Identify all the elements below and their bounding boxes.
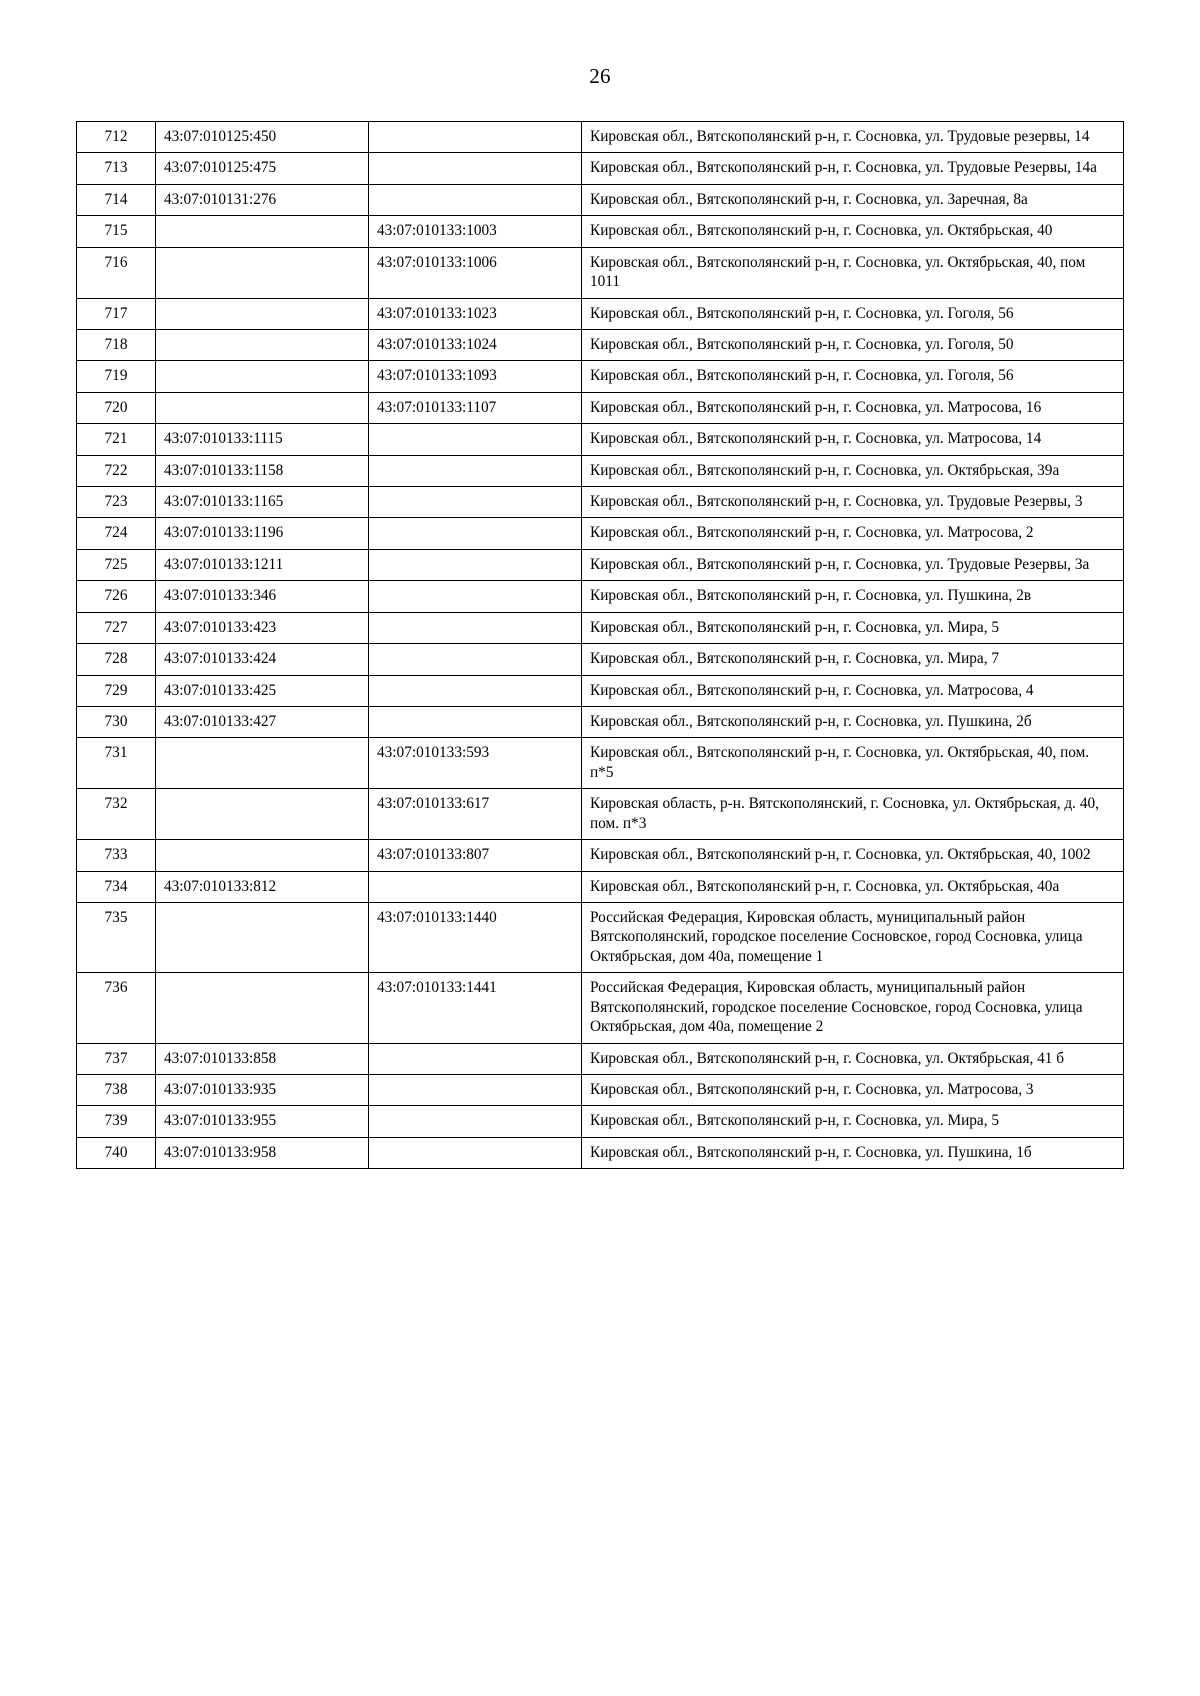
row-number-cell: 718 bbox=[77, 329, 156, 360]
cadastral-number-primary-cell: 43:07:010133:955 bbox=[156, 1106, 369, 1137]
table-row bbox=[77, 122, 1124, 153]
address-text: Кировская обл., Вятскополянский р-н, г. Сосновка, ул. Октябрьская, 39а bbox=[590, 461, 1060, 479]
address-text: Кировская обл., Вятскополянский р-н, г. Сосновка, ул. Матросова, 3 bbox=[590, 1080, 1034, 1098]
row-number-cell: 737 bbox=[77, 1043, 156, 1074]
address-text: Российская Федерация, Кировская область, муниципальный район Вятскополянский, городское поселение Сосновское, город Сосновка, улица Октябрьская, дом 40а, помещение 2 bbox=[590, 979, 1083, 1036]
address-cell bbox=[582, 738, 1124, 789]
row-number-cell: 719 bbox=[77, 361, 156, 392]
row-number-cell: 724 bbox=[77, 518, 156, 549]
row-number-cell: 740 bbox=[77, 1137, 156, 1168]
address-cell bbox=[582, 424, 1124, 455]
cadastral-number-secondary-cell: 43:07:010133:1107 bbox=[369, 392, 582, 423]
cadastral-number-primary-cell: 43:07:010131:276 bbox=[156, 184, 369, 215]
row-number-cell: 715 bbox=[77, 216, 156, 247]
cadastral-number-secondary-cell bbox=[369, 1043, 582, 1074]
cadastral-number-primary-cell bbox=[156, 298, 369, 329]
cadastral-number-secondary-cell bbox=[369, 644, 582, 675]
cadastral-number-primary-cell: 43:07:010133:1196 bbox=[156, 518, 369, 549]
cadastral-number-secondary-cell bbox=[369, 487, 582, 518]
cadastral-number-secondary-cell: 43:07:010133:1441 bbox=[369, 973, 582, 1043]
address-text: Кировская обл., Вятскополянский р-н, г. Сосновка, ул. Гоголя, 50 bbox=[590, 335, 1014, 353]
address-cell bbox=[582, 675, 1124, 706]
row-number-cell: 721 bbox=[77, 424, 156, 455]
cadastral-number-secondary-cell bbox=[369, 549, 582, 580]
address-cell bbox=[582, 973, 1124, 1043]
address-cell bbox=[582, 487, 1124, 518]
row-number-cell: 736 bbox=[77, 973, 156, 1043]
address-cell bbox=[582, 361, 1124, 392]
address-text: Российская Федерация, Кировская область, муниципальный район Вятскополянский, городское поселение Сосновское, город Сосновка, улица Октябрьская, дом 40а, помещение 1 bbox=[590, 908, 1083, 965]
cadastral-number-primary-cell: 43:07:010133:935 bbox=[156, 1074, 369, 1105]
cadastral-number-primary-cell: 43:07:010133:346 bbox=[156, 581, 369, 612]
row-number-cell: 725 bbox=[77, 549, 156, 580]
table-row bbox=[77, 789, 1124, 840]
cadastral-number-primary-cell: 43:07:010133:423 bbox=[156, 612, 369, 643]
row-number-cell: 728 bbox=[77, 644, 156, 675]
table-row bbox=[77, 840, 1124, 871]
cadastral-number-primary-cell bbox=[156, 902, 369, 972]
address-text: Кировская обл., Вятскополянский р-н, г. Сосновка, ул. Матросова, 16 bbox=[590, 398, 1042, 416]
cadastral-number-primary-cell bbox=[156, 973, 369, 1043]
cadastral-number-secondary-cell bbox=[369, 184, 582, 215]
table-row bbox=[77, 871, 1124, 902]
row-number-cell: 723 bbox=[77, 487, 156, 518]
cadastral-number-secondary-cell bbox=[369, 1137, 582, 1168]
cadastral-number-primary-cell bbox=[156, 738, 369, 789]
address-text: Кировская обл., Вятскополянский р-н, г. Сосновка, ул. Пушкина, 1б bbox=[590, 1143, 1032, 1161]
cadastral-number-primary-cell bbox=[156, 216, 369, 247]
address-text: Кировская обл., Вятскополянский р-н, г. Сосновка, ул. Матросова, 2 bbox=[590, 524, 1034, 542]
address-text: Кировская обл., Вятскополянский р-н, г. Сосновка, ул. Октябрьская, 40, 1002 bbox=[590, 846, 1091, 864]
table-row bbox=[77, 298, 1124, 329]
cadastral-number-primary-cell: 43:07:010133:427 bbox=[156, 707, 369, 738]
table-row bbox=[77, 518, 1124, 549]
address-cell bbox=[582, 153, 1124, 184]
address-cell bbox=[582, 840, 1124, 871]
table-body bbox=[77, 122, 1124, 1169]
table-row bbox=[77, 392, 1124, 423]
cadastral-number-secondary-cell: 43:07:010133:617 bbox=[369, 789, 582, 840]
address-text: Кировская обл., Вятскополянский р-н, г. Сосновка, ул. Трудовые Резервы, 14а bbox=[590, 159, 1097, 177]
cadastral-number-primary-cell: 43:07:010125:475 bbox=[156, 153, 369, 184]
cadastral-number-primary-cell bbox=[156, 361, 369, 392]
table-row bbox=[77, 361, 1124, 392]
address-text: Кировская обл., Вятскополянский р-н, г. Сосновка, ул. Октябрьская, 40 bbox=[590, 222, 1053, 240]
table-row bbox=[77, 549, 1124, 580]
row-number-cell: 739 bbox=[77, 1106, 156, 1137]
address-cell bbox=[582, 581, 1124, 612]
address-text: Кировская обл., Вятскополянский р-н, г. Сосновка, ул. Матросова, 14 bbox=[590, 430, 1042, 448]
address-cell bbox=[582, 549, 1124, 580]
page-number: 26 bbox=[589, 64, 611, 88]
table-row bbox=[77, 973, 1124, 1043]
cadastral-number-primary-cell bbox=[156, 329, 369, 360]
row-number-cell: 720 bbox=[77, 392, 156, 423]
cadastral-number-primary-cell: 43:07:010133:1158 bbox=[156, 455, 369, 486]
cadastral-number-primary-cell bbox=[156, 247, 369, 298]
address-text: Кировская обл., Вятскополянский р-н, г. Сосновка, ул. Октябрьская, 41 б bbox=[590, 1049, 1065, 1067]
address-cell bbox=[582, 789, 1124, 840]
table-row bbox=[77, 329, 1124, 360]
row-number-cell: 722 bbox=[77, 455, 156, 486]
address-text: Кировская обл., Вятскополянский р-н, г. Сосновка, ул. Гоголя, 56 bbox=[590, 304, 1014, 322]
row-number-cell: 717 bbox=[77, 298, 156, 329]
address-text: Кировская обл., Вятскополянский р-н, г. Сосновка, ул. Гоголя, 56 bbox=[590, 367, 1014, 385]
address-cell bbox=[582, 1074, 1124, 1105]
cadastral-number-primary-cell: 43:07:010133:1211 bbox=[156, 549, 369, 580]
address-text: Кировская обл., Вятскополянский р-н, г. Сосновка, ул. Матросова, 4 bbox=[590, 681, 1034, 699]
cadastral-number-secondary-cell bbox=[369, 153, 582, 184]
table-row bbox=[77, 644, 1124, 675]
address-text: Кировская обл., Вятскополянский р-н, г. Сосновка, ул. Трудовые резервы, 14 bbox=[590, 128, 1090, 145]
address-text: Кировская область, р-н. Вятскополянский, г. Сосновка, ул. Октябрьская, д. 40, пом. п*3 bbox=[590, 795, 1099, 832]
row-number-cell: 734 bbox=[77, 871, 156, 902]
row-number-cell: 716 bbox=[77, 247, 156, 298]
cadastral-number-secondary-cell bbox=[369, 455, 582, 486]
row-number-cell: 730 bbox=[77, 707, 156, 738]
row-number-cell: 729 bbox=[77, 675, 156, 706]
cadastral-number-secondary-cell bbox=[369, 612, 582, 643]
address-cell bbox=[582, 644, 1124, 675]
table-row bbox=[77, 184, 1124, 215]
cadastral-number-secondary-cell bbox=[369, 122, 582, 153]
row-number-cell: 733 bbox=[77, 840, 156, 871]
row-number-cell: 732 bbox=[77, 789, 156, 840]
cadastral-number-primary-cell: 43:07:010133:858 bbox=[156, 1043, 369, 1074]
address-text: Кировская обл., Вятскополянский р-н, г. Сосновка, ул. Мира, 5 bbox=[590, 618, 999, 636]
cadastral-number-secondary-cell bbox=[369, 518, 582, 549]
address-cell bbox=[582, 1137, 1124, 1168]
row-number-cell: 713 bbox=[77, 153, 156, 184]
cadastral-number-secondary-cell: 43:07:010133:1024 bbox=[369, 329, 582, 360]
cadastral-objects-table bbox=[76, 121, 1124, 1169]
cadastral-number-primary-cell: 43:07:010133:424 bbox=[156, 644, 369, 675]
cadastral-number-secondary-cell: 43:07:010133:807 bbox=[369, 840, 582, 871]
address-cell bbox=[582, 329, 1124, 360]
cadastral-number-primary-cell: 43:07:010133:1115 bbox=[156, 424, 369, 455]
cadastral-number-primary-cell bbox=[156, 840, 369, 871]
address-cell bbox=[582, 216, 1124, 247]
address-cell bbox=[582, 707, 1124, 738]
address-cell bbox=[582, 392, 1124, 423]
cadastral-number-primary-cell bbox=[156, 392, 369, 423]
cadastral-number-secondary-cell: 43:07:010133:1440 bbox=[369, 902, 582, 972]
cadastral-number-secondary-cell bbox=[369, 424, 582, 455]
row-number-cell: 738 bbox=[77, 1074, 156, 1105]
address-cell bbox=[582, 184, 1124, 215]
address-cell bbox=[582, 612, 1124, 643]
table-row bbox=[77, 902, 1124, 972]
cadastral-number-secondary-cell: 43:07:010133:593 bbox=[369, 738, 582, 789]
cadastral-number-secondary-cell bbox=[369, 675, 582, 706]
cadastral-number-secondary-cell: 43:07:010133:1003 bbox=[369, 216, 582, 247]
cadastral-number-primary-cell: 43:07:010133:958 bbox=[156, 1137, 369, 1168]
row-number-cell: 735 bbox=[77, 902, 156, 972]
address-cell bbox=[582, 871, 1124, 902]
address-text: Кировская обл., Вятскополянский р-н, г. Сосновка, ул. Пушкина, 2б bbox=[590, 713, 1032, 731]
table-row bbox=[77, 1137, 1124, 1168]
address-text: Кировская обл., Вятскополянский р-н, г. Сосновка, ул. Мира, 7 bbox=[590, 650, 999, 668]
row-number-cell: 731 bbox=[77, 738, 156, 789]
address-text: Кировская обл., Вятскополянский р-н, г. Сосновка, ул. Октябрьская, 40, пом 1011 bbox=[590, 253, 1086, 291]
table-row bbox=[77, 153, 1124, 184]
cadastral-number-secondary-cell bbox=[369, 1074, 582, 1105]
address-cell bbox=[582, 122, 1124, 153]
table-row bbox=[77, 612, 1124, 643]
cadastral-number-primary-cell: 43:07:010133:1165 bbox=[156, 487, 369, 518]
table-row bbox=[77, 581, 1124, 612]
table-row bbox=[77, 1074, 1124, 1105]
cadastral-number-secondary-cell bbox=[369, 1106, 582, 1137]
address-cell bbox=[582, 298, 1124, 329]
cadastral-number-secondary-cell: 43:07:010133:1093 bbox=[369, 361, 582, 392]
cadastral-number-primary-cell: 43:07:010133:425 bbox=[156, 675, 369, 706]
table-row bbox=[77, 675, 1124, 706]
address-text: Кировская обл., Вятскополянский р-н, г. Сосновка, ул. Заречная, 8а bbox=[590, 190, 1028, 208]
table-row bbox=[77, 487, 1124, 518]
row-number-cell: 726 bbox=[77, 581, 156, 612]
address-text: Кировская обл., Вятскополянский р-н, г. Сосновка, ул. Трудовые Резервы, 3 bbox=[590, 493, 1083, 511]
address-cell bbox=[582, 1106, 1124, 1137]
address-cell bbox=[582, 1043, 1124, 1074]
address-text: Кировская обл., Вятскополянский р-н, г. Сосновка, ул. Октябрьская, 40, пом. п*5 bbox=[590, 744, 1090, 781]
address-cell bbox=[582, 518, 1124, 549]
table-row bbox=[77, 455, 1124, 486]
table-row bbox=[77, 247, 1124, 298]
cadastral-number-primary-cell: 43:07:010133:812 bbox=[156, 871, 369, 902]
table-row bbox=[77, 738, 1124, 789]
cadastral-number-primary-cell: 43:07:010125:450 bbox=[156, 122, 369, 153]
cadastral-number-secondary-cell: 43:07:010133:1006 bbox=[369, 247, 582, 298]
table-row bbox=[77, 707, 1124, 738]
address-text: Кировская обл., Вятскополянский р-н, г. Сосновка, ул. Мира, 5 bbox=[590, 1112, 999, 1130]
cadastral-number-secondary-cell bbox=[369, 871, 582, 902]
cadastral-number-primary-cell bbox=[156, 789, 369, 840]
table-row bbox=[77, 1043, 1124, 1074]
address-cell bbox=[582, 902, 1124, 972]
address-cell bbox=[582, 455, 1124, 486]
cadastral-number-secondary-cell: 43:07:010133:1023 bbox=[369, 298, 582, 329]
table-row bbox=[77, 1106, 1124, 1137]
row-number-cell: 712 bbox=[77, 122, 156, 153]
address-text: Кировская обл., Вятскополянский р-н, г. Сосновка, ул. Октябрьская, 40а bbox=[590, 877, 1060, 895]
address-text: Кировская обл., Вятскополянский р-н, г. Сосновка, ул. Трудовые Резервы, 3а bbox=[590, 555, 1090, 573]
row-number-cell: 714 bbox=[77, 184, 156, 215]
row-number-cell: 727 bbox=[77, 612, 156, 643]
cadastral-number-secondary-cell bbox=[369, 707, 582, 738]
table-row bbox=[77, 424, 1124, 455]
table-row bbox=[77, 216, 1124, 247]
address-text: Кировская обл., Вятскополянский р-н, г. Сосновка, ул. Пушкина, 2в bbox=[590, 587, 1032, 605]
cadastral-number-secondary-cell bbox=[369, 581, 582, 612]
address-cell bbox=[582, 247, 1124, 298]
